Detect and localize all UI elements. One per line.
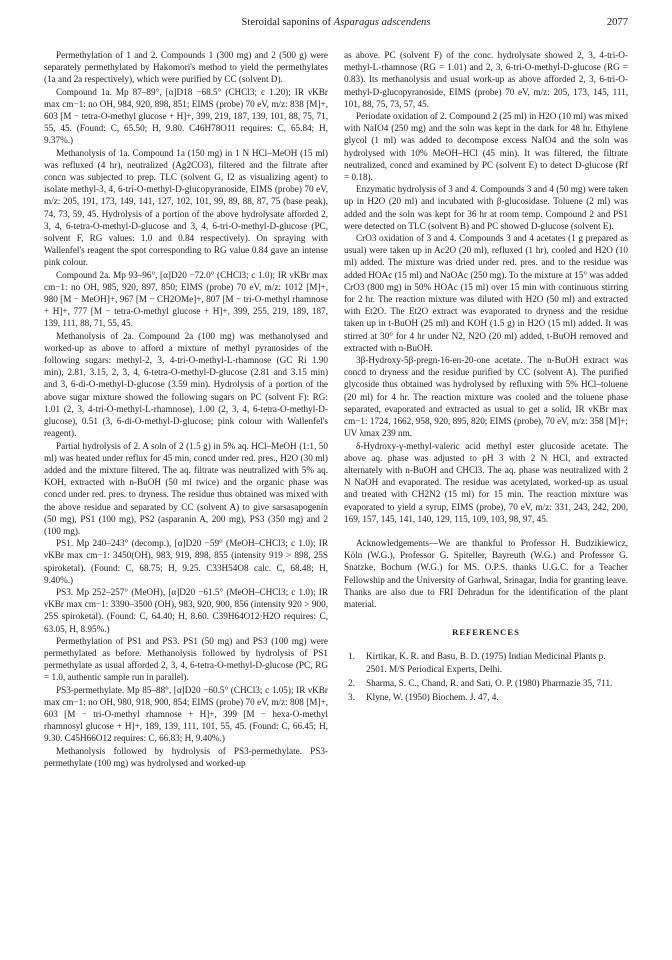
running-title-species: Asparagus adscendens xyxy=(333,17,431,28)
paragraph-continued: as above. PC (solvent F) of the conc. hydrolysate showed 2, 3, 4-tri-O-methyl-L-rhamnose (RG = 1.01) and 2, 3, 6-tri-O-methyl-D-glucose (RG = 0.83). Its methanolysis and usual work-up as above afforded 2, 3, 6-tri-O-methyl-D-glucopyranoside, EIMS (probe) 70 eV, m/z: 205, 173, 145, 111, 101, 88, 75, 73, 57, 45. xyxy=(344,50,628,109)
paragraph-compound-1a: Compound 1a. Mp 87–89°, [α]D18 −68.5° (CHCl3; c 1.20); IR νKBr max cm−1: no OH, 984, 920, 898, 851; EIMS (probe) 70 eV, m/z: 838 [M]+, 603 [M − tetra-O-methyl glucose + H]+, 399, 219, 187, 139, 101, 88, 75, 71, 55, 45. (Found: C, 65.50; H, 9.80. C46H78O11 requires: C, 65.84; H, 9.37%.) xyxy=(44,86,328,146)
running-title xyxy=(242,17,431,28)
paragraph-ps3-permethylate: PS3-permethylate. Mp 85–88°, [α]D20 −60.5° (CHCl3; c 1.05); IR νKBr max cm−1: no OH, 980, 918, 900, 854; EIMS (probe) 70 eV, m/z: 808 [M]+, 603 [M − tri-O-methyl rhamnose + H]+, 399 [M − hexa-O-methyl rhamnosyl glucose + H]+, 189, 139, 111, 101, 55, 45. (Found: C, 66.45; H, 9.30. C45H66O12 requires: C, 66.83; H, 9.40%.) xyxy=(44,684,328,744)
reference-text: Kirtikar, K. R. and Basu, B. D. (1975) Indian Medicinal Plants p. 2501. M/S Periodical Experts, Delhi. xyxy=(366,651,606,674)
running-title-text: Steroidal saponins of xyxy=(241,17,334,28)
reference-number: 2. xyxy=(348,677,355,688)
paragraph-ps1: PS1. Mp 240–243° (decomp.), [α]D20 −59° (MeOH–CHCl3; c 1.0); IR νKBr max cm−1: 3450(OH), 983, 919, 898, 855 (intensity 919 > 898, 25S spiroketal). (Found: C, 68.75; H, 9.25. C33H54O8 calc. C, 68.48; H, 9.40%.) xyxy=(44,538,328,585)
paragraph-compound-2a: Compound 2a. Mp 93–96°, [α]D20 −72.0° (CHCl3; c 1.0); IR νKBr max cm−1: no OH, 985, 920, 897, 850; EIMS (probe) 70 eV, m/z: 1012 [M]+, 980 [M − MeOH]+, 967 [M − CH2OMe]+, 807 [M − tri-O-methyl rhamnose + H]+, 777 [M − tetra-O-methyl glucose + H]+, 399, 255, 219, 189, 187, 139, 111, 88, 71, 55, 45. xyxy=(44,269,328,329)
body-columns xyxy=(44,49,628,769)
reference-text: Klyne, W. (1950) Biochem. J. 47, 4. xyxy=(366,691,499,702)
reference-number: 1. xyxy=(348,651,355,662)
reference-item xyxy=(344,677,628,689)
running-head xyxy=(44,15,628,31)
paragraph-methanolysis-1a: Methanolysis of 1a. Compound 1a (150 mg) in 1 N HCl–MeOH (15 ml) was refluxed (4 hr), neutralized (Ag2CO3), filtered and the filtrate after concn was subjected to prep. TLC (solvent G, I2 as visualizing agent) to isolate methyl-3, 4, 6-tri-O-methyl-D-glucopyranoside, EIMS (probe) 70 eV, m/z: 205, 191, 173, 149, 141, 127, 102, 101, 99, 89, 88, 87, 75 (base peak), 74, 73, 59, 45. Hydrolysis of a portion of the above hydrolysate afforded 2, 3, 4, 6-tetra-O-methyl-D-glucose and 3, 4, 6-tri-O-methyl-D-glucose (PC, solvent F, RG values: 1.0 and 0.84 respectively). On spraying with Wallenfel's reagent the spot corresponding to RG value 0.84 gave an intense pink colour. xyxy=(44,147,328,268)
paragraph-cro3-oxidation: CrO3 oxidation of 3 and 4. Compounds 3 and 4 acetates (1 g prepared as usual) were taken up in Ac2O (20 ml), refluxed (1 hr), cooled and H2O (10 ml) added. The mixture was dried under red. pres. and to the residue was added HOAc (15 ml) and NaOAc (250 mg). To the mixture at 15° was added CrO3 (800 mg) in 50% HOAc (15 ml) over 15 min with continuous stirring for 2 hr. The reaction mixture was diluted with H2O (50 ml) and extracted with Et2O. The Et2O extract was evaporated to dryness and the residue taken up in t-BuOH (25 ml) and KOH (1.5 g) in H2O (15 ml) added. It was stirred at 30° for 4 hr under N2, N2O (20 ml) added, t-BuOH removed and extracted with n-BuOH. xyxy=(344,233,628,353)
paragraph-partial-hydrolysis: Partial hydrolysis of 2. A soln of 2 (1.5 g) in 5% aq. HCl–MeOH (1:1, 50 ml) was heated under reflux for 45 min, concd under red. pres., H2O (30 ml) added and the mixture filtered. The aq. filtrate was neutralized with 5% aq. KOH, extracted with n-BuOH (50 ml twice) and the organic phase was concd under red. pres. to dryness. The residue thus obtained was mixed with the above residue and separated by CC (solvent A) to give sarsasapogenin (50 mg), PS1 (100 mg), PS2 (asparanin A, 200 mg), PS3 (350 mg) and 2 (100 mg). xyxy=(44,440,328,536)
paragraph-methanolysis-ps3: Methanolysis followed by hydrolysis of PS3-permethylate. PS3-permethylate (100 mg) was hydrolysed and worked-up xyxy=(44,745,328,768)
right-column xyxy=(344,49,628,769)
paragraph-permethylation-ps: Permethylation of PS1 and PS3. PS1 (50 mg) and PS3 (100 mg) were permethylated as before. Methanolysis followed by hydrolysis of PS1 permethylate as usual afforded 2, 3, 4, 6-tetra-O-methyl-D-glucose (PC, RG = 1.0, authentic sample run in parallel). xyxy=(44,635,328,683)
reference-number: 3. xyxy=(348,691,355,702)
references-list xyxy=(344,650,628,703)
left-column xyxy=(44,49,328,769)
paragraph-valeric-acid-ester: δ-Hydroxy-γ-methyl-valeric acid methyl ester glucoside acetate. The above aq. phase was adjusted to pH 3 with 2 N HCl, and extracted alternately with n-BuOH and CHCl3. The aq. phase was neutralized with 2 N NaOH and evaporated. The residue was acetylated, worked-up as usual and treated with CH2N2 (15 ml) for 15 min. The reaction mixture was evaporated to yield a syrup, EIMS (probe), 70 eV, m/z: 331, 243, 242, 200, 169, 157, 145, 141, 140, 129, 115, 109, 103, 98, 97, 45. xyxy=(344,440,628,524)
paragraph-ps3: PS3. Mp 252–257° (MeOH), [α]D20 −61.5° (MeOH–CHCl3; c 1.0); IR νKBr max cm−1: 3390–3500 (OH), 983, 920, 900, 856 (intensity 920 > 900, 25S spiroketal). (Found: C, 64.40; H, 8.60. C39H64O12·H2O requires: C, 63.05, H, 8.95%.) xyxy=(44,586,328,634)
reference-text: Sharma, S. C., Chand, R. and Sati, O. P. (1980) Pharmazie 35, 711. xyxy=(366,677,613,688)
page-number: 2077 xyxy=(606,17,628,28)
paragraph-periodate-oxidation: Periodate oxidation of 2. Compound 2 (25 ml) in H2O (10 ml) was mixed with NaIO4 (250 mg) and the soln was kept in the dark for 48 hr. Ethylene glycol (1 ml) was added to decompose excess NaIO4 and the soln was hydrolysed with 10% MeOH–HCl (45 min). It was filtered, the filtrate neutralized, concd and examined by PC (solvent E) to detect D-glucose (Rf = 0.18). xyxy=(344,111,628,183)
paragraph-methanolysis-2a: Methanolysis of 2a. Compound 2a (100 mg) was methanolysed and worked-up as above to afford a mixture of methyl pyranosides of the following sugars: methyl-2, 3, 4-tri-O-methyl-L-rhamnose (GC Ri 1.90 min), 2.81, 3.15, 2, 3, 4, 6-tetra-O-methyl-D-glucose (2.81 and 3.15 min) and 3, 6-di-O-methyl-D-glucose (3.59 min). Hydrolysis of a portion of the above sugar mixture showed the following sugars on PC (solvent F): RG: 1.01 (2, 3, 4-tri-O-methyl-L-rhamnose), 1.00 (2, 3, 4, 6-tetra-O-methyl-D-glucose), 0.51 (3, 6-di-O-methyl-D-glucose; pink colour with Wallenfel's reagent). xyxy=(44,330,328,439)
acknowledgements: Acknowledgements—We are thankful to Professor H. Budzikiewicz, Köln (W.G.), Professor G. Spiteller, Bayreuth (W.G.) and Professor G. Snatzke, Bochum (W.G.) for MS. O.P.S. thanks U.G.C. for a Teacher Fellowship and the University of Garhwal, Srinagar, India for granting leave. Thanks are also due to FRI Dehradun for the identification of the plant material. xyxy=(344,537,628,609)
paragraph-pregnenone-acetate: 3β-Hydroxy-5β-pregn-16-en-20-one acetate. The n-BuOH extract was concd to dryness and the residue purified by CC (solvent A). The purified glycoside thus obtained was hydrolysed by refluxing with 5% HCl–toluene (20 ml) for 4 hr. The reaction mixture was cooled and the toluene phase separated, evaporated and extracted as usual to get a solid, IR νKBr max cm−1: 1724, 1662, 958, 920, 895, 820; EIMS (probe), 70 eV, m/z: 358 [M]+; UV λmax 239 nm. xyxy=(344,355,628,439)
reference-item xyxy=(344,691,628,703)
reference-item xyxy=(344,650,628,674)
paragraph-enzymatic-hydrolysis: Enzymatic hydrolysis of 3 and 4. Compounds 3 and 4 (50 mg) were taken up in H2O (20 ml) and incubated with β-glucosidase. Toluene (2 ml) was added and the soln was kept for 36 hr at room temp. Compound 2 and PS1 were detected on TLC (solvent B) and PC showed D-glucose (solvent E). xyxy=(344,184,628,231)
paragraph-permethylation: Permethylation of 1 and 2. Compounds 1 (300 mg) and 2 (500 g) were separately permethylated by Hakomori's method to yield the permethylates (1a and 2a respectively), which were purified by CC (solvent D). xyxy=(44,50,328,85)
references-heading: REFERENCES xyxy=(452,627,520,638)
